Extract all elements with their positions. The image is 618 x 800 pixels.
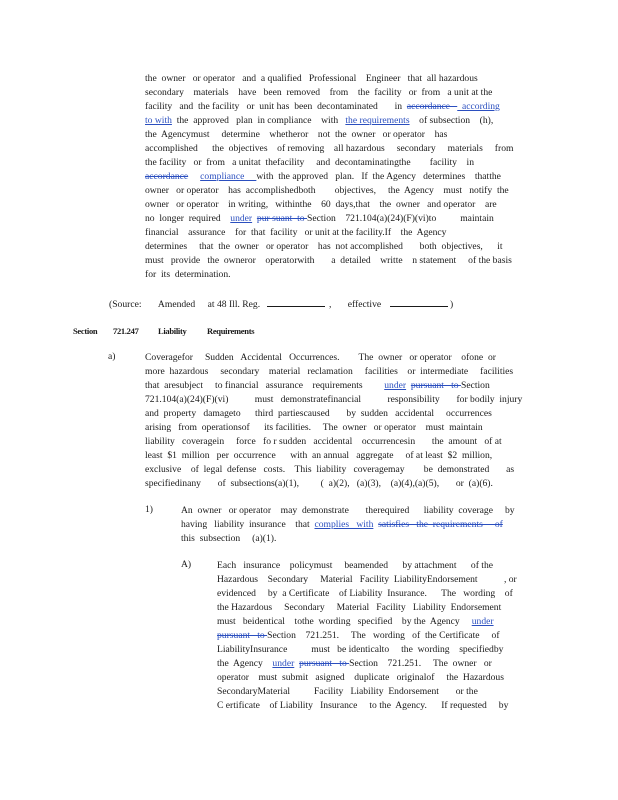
text-run: that aresubject to financial assurance requirements — [145, 380, 385, 391]
text-run: facility and the facility or unit has been decontaminated in — [145, 101, 407, 112]
text-line — [145, 128, 531, 142]
text-line — [145, 142, 531, 156]
text-line — [145, 379, 531, 393]
source-open: (Source: — [109, 299, 142, 310]
deleted-text: accordance — [145, 171, 189, 182]
text-line — [145, 114, 531, 128]
text-line — [145, 170, 531, 184]
text-run: determines that the owner or operator has not accomplished both objectives, it — [145, 241, 503, 252]
text-run: Section 721.251. The wording of the Certificate of — [267, 630, 500, 641]
text-line — [217, 699, 529, 713]
text-line — [145, 254, 531, 268]
text-run: with the approved plan. If the Agency determines thatthe — [256, 171, 501, 182]
text-line — [181, 518, 531, 532]
text-run: owner or operator in writing, withinthe 60 days,that the owner and operator are — [145, 199, 497, 210]
inserted-text: according — [457, 101, 500, 112]
text-run: having liability insurance that — [181, 519, 315, 530]
text-line — [217, 573, 529, 587]
deleted-text: pur suant to — [256, 213, 308, 224]
text-line — [217, 615, 529, 629]
inserted-text: under — [471, 616, 494, 627]
text-line — [145, 477, 531, 491]
text-line — [217, 643, 529, 657]
text-run: the facility or from a unitat thefacility and decontaminatingthe facility in — [145, 157, 475, 168]
deleted-text: accordance — [406, 101, 458, 112]
text-line — [217, 601, 529, 615]
deleted-text: pursuant to — [217, 630, 268, 641]
inserted-text: under — [384, 380, 407, 391]
text-line — [145, 72, 531, 86]
inserted-text: compliance — [200, 171, 257, 182]
text-run — [188, 171, 200, 182]
section-title-word2: Requirements — [207, 326, 255, 336]
item-1-label: 1) — [145, 504, 153, 515]
text-run: for its determination. — [145, 269, 231, 280]
text-run: of subsection (h), — [409, 115, 494, 126]
text-run: no longer required — [145, 213, 231, 224]
text-line — [217, 587, 529, 601]
text-line — [145, 365, 531, 379]
text-run: financial assurance for that facility or unit at the facility.If the Agency — [145, 227, 447, 238]
text-run: Coveragefor Sudden Accidental Occurrences. The owner or operator ofone or — [145, 352, 496, 363]
text-line — [145, 393, 531, 407]
text-run: Section — [460, 380, 490, 391]
source-amended: Amended — [157, 299, 196, 310]
text-run: more hazardous secondary material reclamation facilities or intermediate facilities — [145, 366, 514, 377]
source-close: ) — [449, 299, 454, 310]
text-run: owner or operator has accomplishedboth objectives, the Agency must notify the — [145, 185, 509, 196]
deleted-text: pursuant to — [410, 380, 461, 391]
text-run: the owner or operator and a qualified Professional Engineer that all hazardous — [145, 73, 478, 84]
text-line — [145, 240, 531, 254]
text-line — [145, 198, 531, 212]
text-run: An owner or operator may demonstrate therequired liability coverage by — [181, 505, 515, 516]
subsection-a-text — [145, 351, 531, 491]
text-run: 721.104(a)(24)(F)(vi) must demonstratefinancial responsibility for bodily injury — [145, 394, 523, 405]
text-line — [181, 504, 531, 518]
text-line — [145, 407, 531, 421]
source-effective: effective — [347, 299, 382, 310]
text-run: specifiedinany of subsections(a)(1), ( a)(2), (a)(3), (a)(4),(a)(5), or (a)(6). — [145, 478, 493, 489]
deleted-text: satisfies the requirements of — [378, 519, 503, 530]
text-line — [145, 449, 531, 463]
inserted-text: to with — [145, 115, 172, 126]
inserted-text: the requirements — [345, 115, 410, 126]
text-line — [217, 685, 529, 699]
text-run: the Agency — [217, 658, 273, 669]
text-line — [145, 463, 531, 477]
section-label: Section — [73, 326, 98, 336]
text-line — [217, 657, 529, 671]
text-run: secondary materials have been removed from the facility or from a unit at the — [145, 87, 493, 98]
text-line — [145, 100, 531, 114]
source-register: at 48 Ill. Reg. — [207, 299, 261, 310]
text-run: the Agencymust determine whetheror not the owner or operator has — [145, 129, 448, 140]
text-line — [145, 268, 531, 282]
text-run: the Hazardous Secondary Material Facility Liability Endorsement — [217, 602, 502, 613]
text-line — [217, 671, 529, 685]
source-note: (Source: Amended at 48 Ill. Reg. , effective ) — [109, 296, 529, 312]
text-run: this subsection (a)(1). — [181, 533, 277, 544]
effective-date-blank — [390, 296, 448, 307]
text-run: Each insurance policymust beamended by attachment of the — [217, 560, 494, 571]
text-run: the approved plan in compliance with — [171, 115, 346, 126]
text-line — [145, 212, 531, 226]
item-A-label: A) — [181, 559, 192, 570]
text-line — [145, 156, 531, 170]
text-run: Section 721.104(a)(24)(F)(vi)to maintain — [307, 213, 494, 224]
item-A-text — [217, 559, 529, 713]
item-1-text — [181, 504, 531, 546]
text-line — [145, 86, 531, 100]
text-run: accomplished the objectives of removing all hazardous secondary materials from — [145, 143, 514, 154]
text-line — [145, 421, 531, 435]
text-run: least $1 million per occurrence with an annual aggregate of at least $2 million, — [145, 450, 493, 461]
section-title-word1: Liability — [158, 326, 187, 336]
text-run: must provide the owneror operatorwith a detailed writte n statement of the basis — [145, 255, 512, 266]
text-run: C ertificate of Liability Insurance to the Agency. If requested by — [217, 700, 509, 711]
inserted-text: complies with — [314, 519, 374, 530]
text-line — [217, 629, 529, 643]
continued-paragraph — [145, 72, 531, 282]
text-run: and property damageto third partiescaused by sudden accidental occurrences — [145, 408, 492, 419]
register-page-blank — [267, 296, 325, 307]
text-line — [145, 184, 531, 198]
text-run: must beidentical tothe wording specified by the Agency — [217, 616, 472, 627]
text-line — [145, 351, 531, 365]
section-number: 721.247 — [113, 326, 139, 336]
text-run: operator must submit asigned duplicate originalof the Hazardous — [217, 672, 504, 683]
text-run: LiabilityInsurance must be identicalto the wording specifiedby — [217, 644, 504, 655]
text-line — [145, 226, 531, 240]
text-run: evidenced by a Certificate of Liability Insurance. The wording of — [217, 588, 513, 599]
text-run: arising from operationsof its facilities. The owner or operator must maintain — [145, 422, 483, 433]
text-run: exclusive of legal defense costs. This liability coveragemay be demonstrated as — [145, 464, 515, 475]
text-run: SecondaryMaterial Facility Liability Endorsement or the — [217, 686, 478, 697]
text-line — [145, 435, 531, 449]
text-line — [217, 559, 529, 573]
deleted-text: pursuant to — [299, 658, 350, 669]
inserted-text: under — [272, 658, 295, 669]
text-run: liability coveragein force fo r sudden accidental occurrencesin the amount of at — [145, 436, 502, 447]
text-run: Section 721.251. The owner or — [349, 658, 492, 669]
inserted-text: under — [230, 213, 253, 224]
text-line — [181, 532, 531, 546]
subsection-a-label: a) — [108, 351, 116, 362]
text-run: Hazardous Secondary Material Facility LiabilityEndorsement , or — [217, 574, 517, 585]
